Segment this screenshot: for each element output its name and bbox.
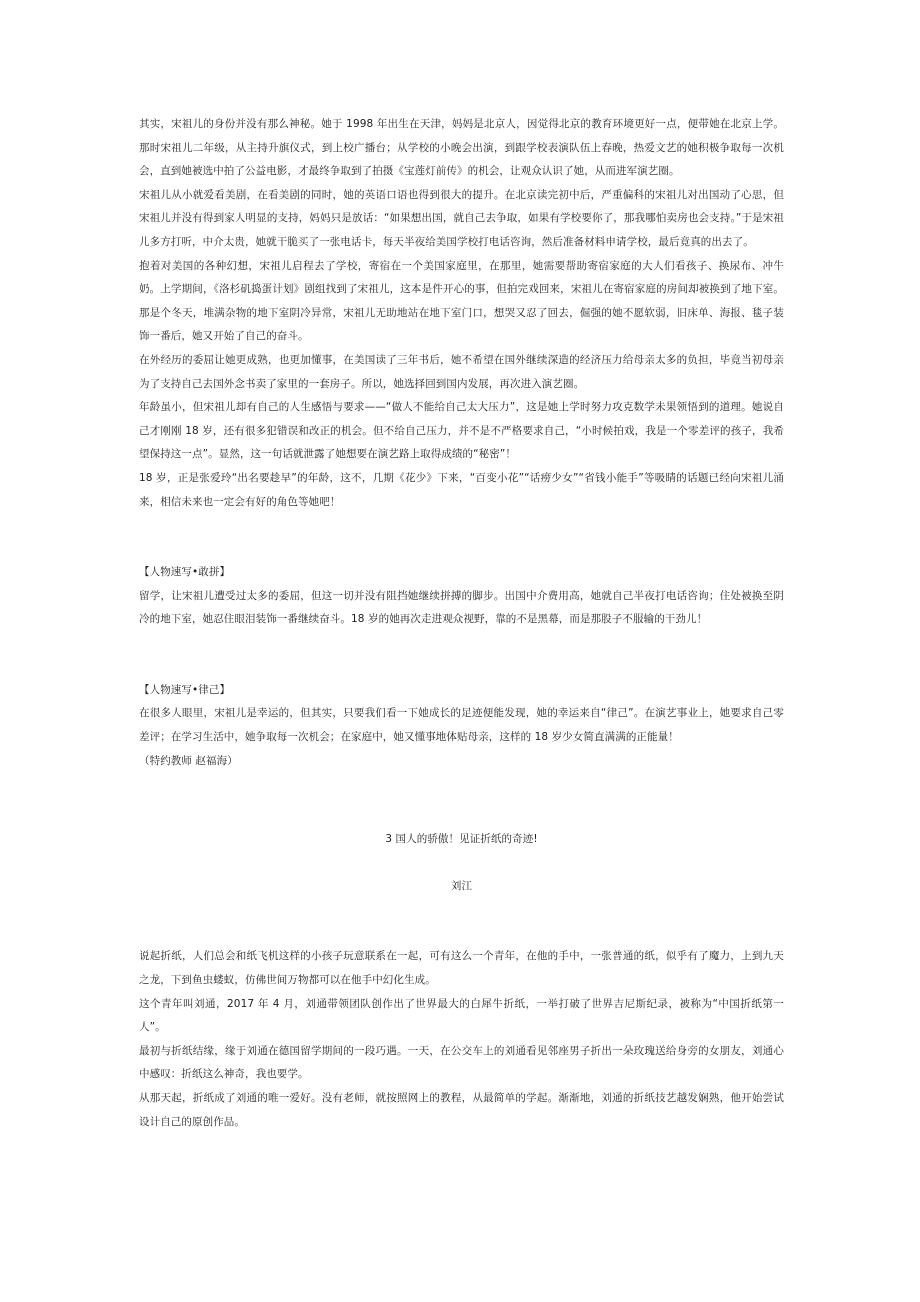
spacer xyxy=(139,852,784,875)
section-heading: 【人物速写•律己】 xyxy=(139,683,231,696)
body-paragraph: 抱着对美国的各种幻想，宋祖儿启程去了学校，寄宿在一个美国家庭里，在那里，她需要帮助寄宿家庭的大人们看孩子、换尿布、冲牛奶。上学期间，《洛杉矶捣蛋计划》剧组找到了宋祖儿，这本是件开心的事，但拍完戏回来，宋祖儿在寄宿家庭的房间却被换到了地下室。那是个冬天，堆满杂物的地下室阴冷异常，宋祖儿无助地站在地下室门口，想哭又忍了回去，倔强的她不愿软弱，旧床单、海报、毯子装饰一番后，她又开始了自己的奋斗。 xyxy=(139,259,784,343)
article-biography xyxy=(139,113,784,514)
body-paragraph: 年龄虽小，但宋祖儿却有自己的人生感悟与要求——“做人不能给自己太大压力”，这是她上学时努力攻克数学未果领悟到的道理。她说自己才刚刚 18 岁，还有很多犯错误和改正的机会。但不给自己压力，并不是不严格要求自己，“小时候拍戏，我是一个零差评的孩子，我希望保持这一点”。显然，这一句话就泄露了她想要在演艺路上取得成绩的“秘密”！ xyxy=(139,401,784,461)
article-author: 刘江 xyxy=(450,879,473,892)
character-sketch-daring xyxy=(139,561,784,632)
body-paragraph: 留学，让宋祖儿遭受过太多的委屈，但这一切并没有阻挡她继续拼搏的脚步。出国中介费用高，她就自己半夜打电话咨询；住处被换至阴冷的地下室，她忍住眼泪装饰一番继续奋斗。18 岁的她再次走进观众视野，靠的不是黑幕，而是那股子不服输的干劲儿！ xyxy=(139,589,784,626)
body-paragraph: 说起折纸，人们总会和纸飞机这样的小孩子玩意联系在一起，可有这么一个青年，在他的手中，一张普通的纸，似乎有了魔力，上到九天之龙，下到鱼虫蝼蚁，仿佛世间万物都可以在他手中幻化生成。 xyxy=(139,950,784,987)
spacer xyxy=(139,898,784,945)
body-paragraph: 从那天起，折纸成了刘通的唯一爱好。没有老师，就按照网上的教程，从最简单的学起。渐渐地，刘通的折纸技艺越发娴熟，他开始尝试设计自己的原创作品。 xyxy=(139,1092,784,1128)
spacer xyxy=(139,773,784,828)
body-paragraph: 在外经历的委屈让她更成熟，也更加懂事，在美国读了三年书后，她不希望在国外继续深造的经济压力给母亲太多的负担，毕竟当初母亲为了支持自己去国外念书卖了家里的一套房子。所以，她选择回到国内发展，再次进入演艺圈。 xyxy=(139,353,784,390)
body-paragraph: 最初与折纸结缘，缘于刘通在德国留学期间的一段巧遇。一天，在公交车上的刘通看见邻座男子折出一朵玫瑰送给身旁的女朋友，刘通心中感叹：折纸这么神奇，我也要学。 xyxy=(139,1044,784,1081)
body-paragraph: 18 岁，正是张爱玲“出名要趁早”的年龄，这不，几期《花少》下来，“百变小花”“话痨少女”“省钱小能手”等吸睛的话题已经向宋祖儿涌来，相信未来也一定会有好的角色等她吧！ xyxy=(139,471,784,508)
character-sketch-discipline xyxy=(139,679,784,773)
body-paragraph: 其实，宋祖儿的身份并没有那么神秘。她于 1998 年出生在天津，妈妈是北京人，因觉得北京的教育环境更好一点，便带她在北京上学。那时宋祖儿二年级，从主持升旗仪式，到上校广播台；从学校的小晚会出演，到跟学校表演队伍上春晚，热爱文艺的她积极争取每一次机会，直到她被选中拍了公益电影，才最终争取到了拍摄《宝莲灯前传》的机会，让观众认识了她，从而进军演艺圈。 xyxy=(139,118,784,178)
article-origami xyxy=(139,828,784,1134)
section-heading: 【人物速写•敢拼】 xyxy=(139,566,231,579)
body-paragraph: 在很多人眼里，宋祖儿是幸运的，但其实，只要我们看一下她成长的足迹便能发现，她的幸运来自“律己”。在演艺事业上，她要求自己零差评；在学习生活中，她争取每一次机会；在家庭中，她又懂事地体贴母亲，这样的 18 岁少女简直满满的正能量！ xyxy=(139,707,784,744)
article-title: 3 国人的骄傲！见证折纸的奇迹! xyxy=(385,833,538,846)
teacher-credit: （特约教师 赵福海） xyxy=(139,754,238,767)
document-content xyxy=(139,113,784,1134)
body-paragraph: 宋祖儿从小就爱看美剧，在看美剧的同时，她的英语口语也得到很大的提升。在北京读完初中后，严重偏科的宋祖儿对出国动了心思，但宋祖儿并没有得到家人明显的支持，妈妈只是放话：“如果想出国，就自己去争取，如果有学校要你了，那我哪怕卖房也会支持。”于是宋祖儿多方打听，中介太贵，她就干脆买了一张电话卡，每天半夜给美国学校打电话咨询，然后准备材料申请学校，最后竟真的出去了。 xyxy=(139,188,784,248)
spacer xyxy=(139,632,784,679)
spacer xyxy=(139,514,784,561)
body-paragraph: 这个青年叫刘通，2017 年 4 月，刘通带领团队创作出了世界最大的白犀牛折纸，一举打破了世界吉尼斯纪录，被称为“中国折纸第一人”。 xyxy=(139,997,784,1034)
